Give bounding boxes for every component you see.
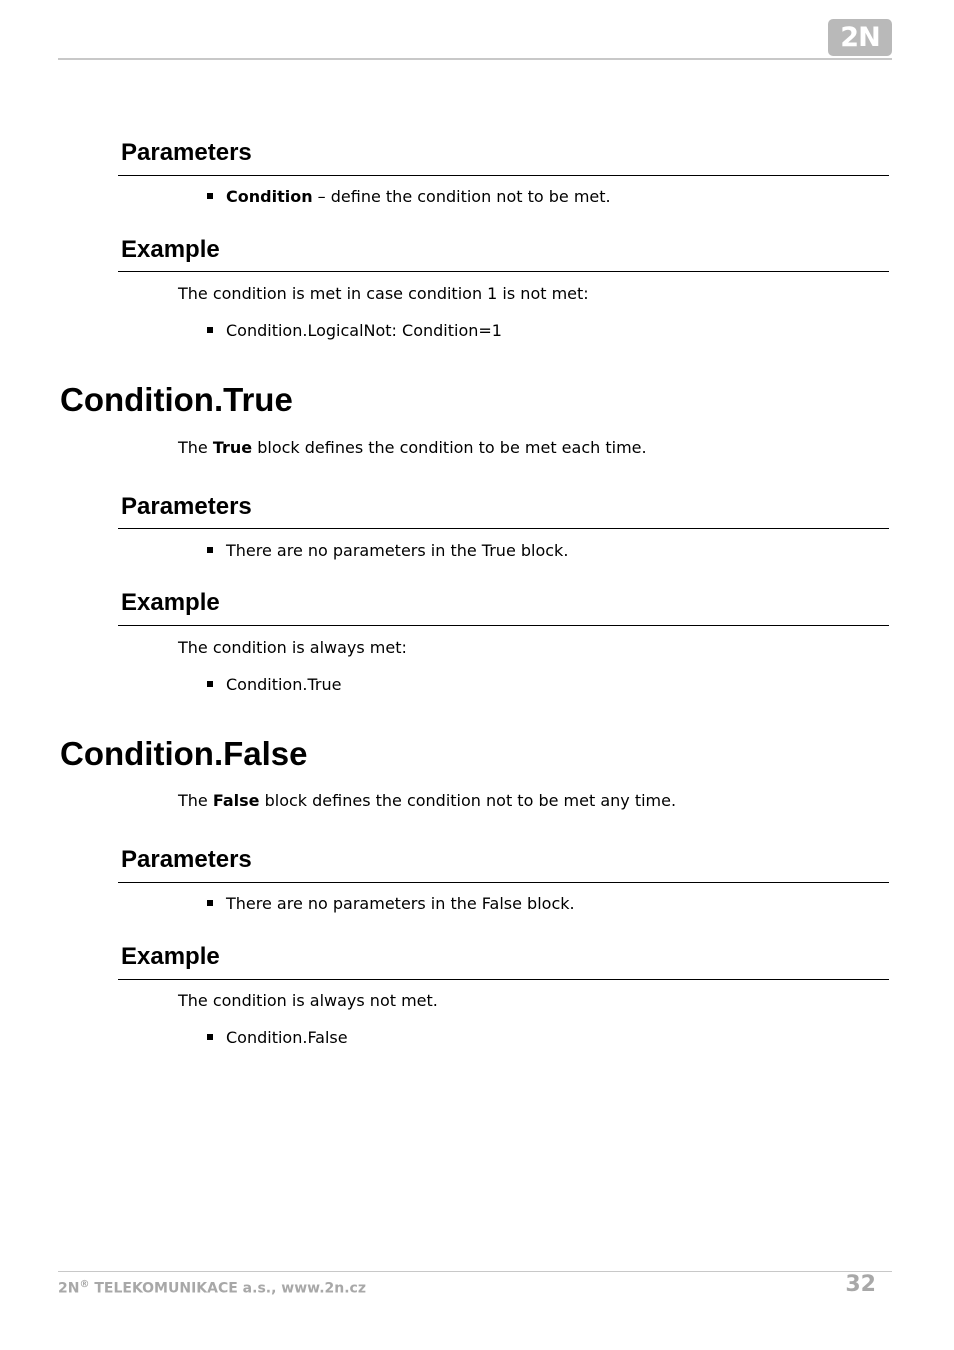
param-item: There are no parameters in the False block. [226, 894, 575, 913]
bullet-square-icon [207, 193, 213, 199]
intro-bold: True [212, 438, 253, 457]
registered-mark: ® [79, 1279, 90, 1290]
bullet-square-icon [207, 547, 213, 553]
page-number: 32 [845, 1272, 876, 1297]
logo-text: 2N [840, 22, 880, 53]
heading-rule [118, 175, 889, 176]
bullet-square-icon [207, 1034, 213, 1040]
example-text: The condition is always met: [178, 638, 407, 657]
section-intro [178, 791, 676, 811]
intro-pre: The [178, 438, 213, 457]
example-heading: Example [121, 236, 220, 263]
section-title: Condition.True [60, 381, 293, 418]
section-title: Condition.False [60, 735, 308, 772]
example-item: Condition.True [226, 675, 342, 694]
footer-brand: 2N [58, 1280, 80, 1297]
footer-company-text: TELEKOMUNIKACE a.s., www.2n.cz [89, 1280, 366, 1297]
parameters-heading: Parameters [121, 139, 252, 166]
example-item: Condition.LogicalNot: Condition=1 [226, 321, 502, 340]
heading-rule [118, 979, 889, 980]
header-rule [58, 58, 892, 60]
intro-pre: The [178, 791, 213, 810]
intro-post: block defines the condition not to be met any time. [259, 791, 677, 810]
example-heading: Example [121, 589, 220, 616]
heading-rule [118, 625, 889, 626]
intro-bold: False [212, 791, 260, 810]
heading-rule [118, 882, 889, 883]
intro-post: block defines the condition to be met each time. [252, 438, 647, 457]
param-description: – define the condition not to be met. [312, 187, 611, 206]
example-text: The condition is always not met. [178, 991, 438, 1010]
example-heading: Example [121, 943, 220, 970]
bullet-square-icon [207, 681, 213, 687]
bullet-square-icon [207, 900, 213, 906]
param-item: There are no parameters in the True block. [226, 541, 569, 560]
bullet-square-icon [207, 327, 213, 333]
footer-company [58, 1279, 366, 1297]
example-text: The condition is met in case condition 1 is not met: [178, 284, 589, 303]
parameters-heading: Parameters [121, 846, 252, 873]
heading-rule [118, 528, 889, 529]
heading-rule [118, 271, 889, 272]
parameters-heading: Parameters [121, 493, 252, 520]
param-name: Condition [226, 187, 313, 206]
example-item: Condition.False [226, 1028, 348, 1047]
2n-logo [828, 19, 892, 56]
footer-rule [58, 1271, 892, 1272]
section-intro [178, 438, 647, 458]
